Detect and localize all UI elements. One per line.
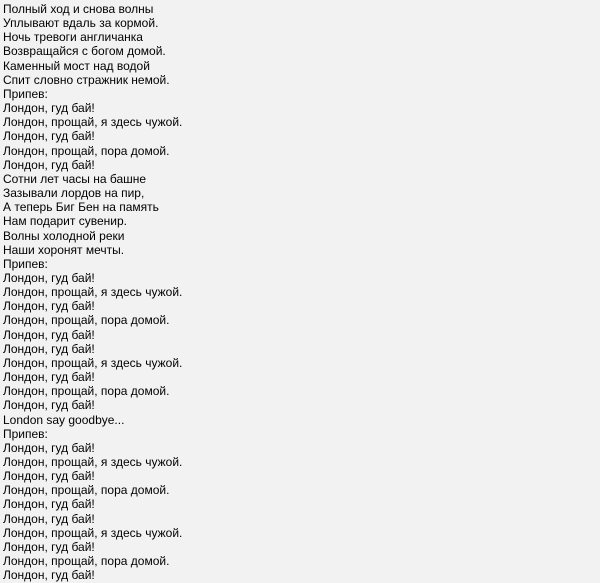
lyric-line: Лондон, прощай, я здесь чужой. — [3, 355, 183, 370]
lyric-line: London say goodbye... — [3, 412, 125, 427]
lyric-line: Нам подарит сувенир. — [3, 214, 127, 229]
lyric-line: Припев: — [3, 426, 48, 441]
lyric-line: Припев: — [3, 256, 48, 271]
lyric-line: Уплывают вдаль за кормой. — [3, 16, 159, 31]
lyric-line: Лондон, прощай, пора домой. — [3, 313, 170, 328]
lyric-line: Лондон, прощай, пора домой. — [3, 384, 170, 399]
lyric-line: Лондон, прощай, я здесь чужой. — [3, 525, 183, 540]
lyric-line: Припев: — [3, 86, 48, 101]
lyric-line: Лондон, гуд бай! — [3, 129, 95, 144]
lyric-line: Лондон, гуд бай! — [3, 299, 95, 314]
lyric-line: Лондон, гуд бай! — [3, 568, 95, 583]
lyric-line: Полный ход и снова волны — [3, 2, 154, 16]
lyric-line: А теперь Биг Бен на память — [3, 200, 159, 215]
lyric-line: Наши хоронят мечты. — [3, 242, 125, 257]
lyric-line: Лондон, гуд бай! — [3, 327, 95, 342]
lyric-line: Лондон, прощай, я здесь чужой. — [3, 115, 183, 130]
lyric-line: Лондон, гуд бай! — [3, 469, 95, 484]
lyric-line: Лондон, прощай, я здесь чужой. — [3, 285, 183, 300]
lyric-line: Возвращайся с богом домой. — [3, 44, 166, 59]
lyric-line: Лондон, гуд бай! — [3, 270, 95, 285]
lyric-line: Зазывали лордов на пир, — [3, 186, 145, 201]
lyric-line: Лондон, прощай, пора домой. — [3, 483, 170, 498]
lyric-line: Лондон, гуд бай! — [3, 539, 95, 554]
lyric-line: Волны холодной реки — [3, 228, 125, 243]
lyric-line: Лондон, гуд бай! — [3, 398, 95, 413]
lyric-line: Лондон, гуд бай! — [3, 341, 95, 356]
lyric-line: Лондон, гуд бай! — [3, 511, 95, 526]
lyric-line: Лондон, гуд бай! — [3, 101, 95, 116]
lyric-line: Лондон, гуд бай! — [3, 440, 95, 455]
lyric-line: Спит словно стражник немой. — [3, 72, 170, 87]
lyric-line: Лондон, прощай, пора домой. — [3, 554, 170, 569]
lyric-line: Лондон, гуд бай! — [3, 157, 95, 172]
lyric-line: Лондон, гуд бай! — [3, 370, 95, 385]
lyric-line: Лондон, прощай, пора домой. — [3, 143, 170, 158]
lyric-line: Лондон, прощай, я здесь чужой. — [3, 455, 183, 469]
lyric-line: Лондон, гуд бай! — [3, 497, 95, 512]
lyric-line: Ночь тревоги англичанка — [3, 30, 143, 45]
lyric-line: Сотни лет часы на башне — [3, 171, 147, 186]
lyric-line: Каменный мост над водой — [3, 58, 150, 73]
